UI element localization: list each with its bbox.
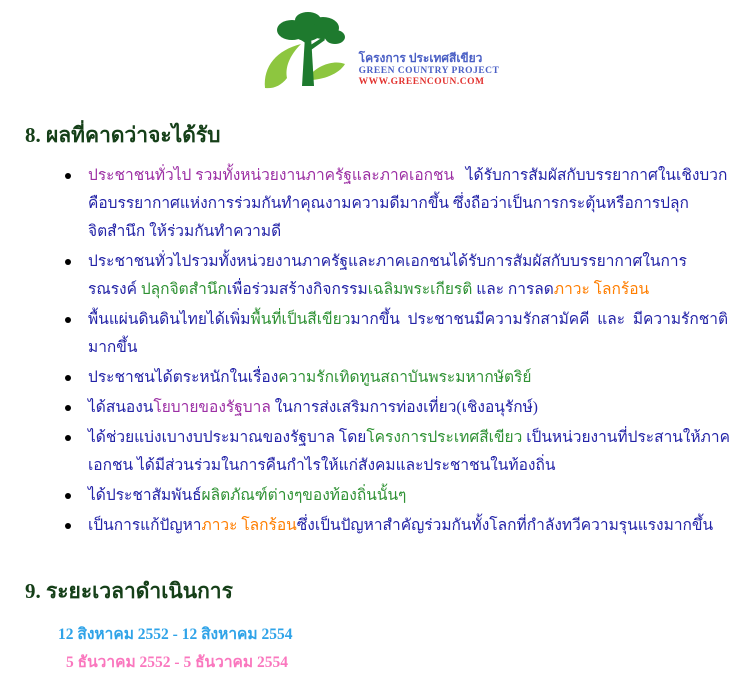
bullet-text-segment: ความรักเทิดทูนสถาบันพระมหากษัตริย์ [278,369,532,387]
document-content [0,122,750,677]
timeline-periods [25,621,735,677]
timeline-period-2: 5 ธันวาคม 2552 - 5 ธันวาคม 2554 [66,653,289,671]
bullet-text-segment: ซึ่งเป็นปัญหาสำคัญร่วมกันทั้งโลกที่กำลังทวีความรุนแรงมากขึ้น [296,517,714,535]
section-9-heading: 9. ระยะเวลาดำเนินการ [25,579,233,604]
logo-hill-left [264,44,300,88]
bullet-item [62,306,735,362]
bullet-text-segment: ภาวะ โลกร้อน [553,281,650,299]
bullet-text-segment: เป็นการแก้ปัญหา [88,517,202,535]
bullet-text-segment: ได้รับการสัมผัสกับบรรยากาศในเชิงบวก คือบรรยากาศแห่งการร่วมกันทำคุณงามความดีมากขึ้น ซึ่งถือว่าเป็นการกระตุ้นหรือการปลุกจิตสำนึก ให้ร่วมกันทำความดี [88,167,728,241]
logo-english-name: GREEN COUNTRY PROJECT [358,66,500,77]
results-bullet-list [25,162,735,540]
bullet-text-segment: โยบายของรัฐบาล [153,399,271,417]
bullet-text-segment: ปลุกจิตสำนึก [140,281,227,299]
bullet-text-segment: เป็นหน่วยงานที่ประสานให้ภาคเอกชน ได้มีส่วนร่วมในการคืนกำไรให้แก่สังคมและประชาชนในท้องถิ่น [88,429,730,475]
bullet-text-segment: ได้ประชาสัมพันธ์ [88,487,202,505]
logo-text-block [359,52,500,88]
bullet-text-segment: ในการส่งเสริมการท่องเที่ยว(เชิงอนุรักษ์) [270,399,538,417]
bullet-text-segment: และ การลด [472,281,554,299]
logo-hill-right [309,63,345,81]
bullet-text-segment: ประชาชนทั่วไป รวมทั้งหน่วยงานภาครัฐและภาคเอกชน [88,167,455,185]
bullet-item [62,394,735,422]
logo-trunk [302,36,314,86]
logo-canopy-5 [325,30,345,44]
bullet-text-segment: ผลิตภัณฑ์ต่างๆของท้องถิ่นนั้นๆ [201,487,407,505]
bullet-text-segment: ได้ช่วยแบ่งเบางบประมาณของรัฐบาล โดย [88,429,367,447]
logo-canopy-4 [293,23,321,41]
bullet-text-segment: ได้สนองน [88,399,154,417]
bullet-text-segment: พื้นที่เป็นสีเขียว [250,311,351,329]
logo-website-url[interactable]: WWW.GREENCOUN.COM [358,77,485,88]
logo-thai-name: โครงการ ประเทศสีเขียว [358,51,483,66]
bullet-text-segment: เฉลิมพระเกียรติ [367,281,473,299]
bullet-text-segment: ประชาชนทั่วไปรวมทั้งหน่วยงานภาครัฐและภาคเอกชนได้รับการสัมผัสกับบรรยากาศในการรณรงค์ [88,253,687,299]
bullet-item [62,248,735,304]
bullet-text-segment: โครงการประเทศสีเขียว [366,429,523,447]
bullet-text-segment: ประชาชนได้ตระหนักในเรื่อง [88,369,279,387]
bullet-text-segment: พื้นแผ่นดินดินไทยได้เพิ่ม [88,311,251,329]
bullet-item [62,162,735,246]
logo [0,0,750,94]
bullet-text-segment: มากขึ้น ประชาชนมีความรักสามัคคี และ มีความรักชาติมากขึ้น [88,311,729,357]
bullet-text-segment: เพื่อร่วมสร้างกิจกรรม [226,281,368,299]
section-8-heading: 8. ผลที่คาดว่าจะได้รับ [25,123,221,147]
bullet-item [62,364,735,392]
bullet-item [62,482,735,510]
bullet-item [62,424,735,480]
timeline-period-1: 12 สิงหาคม 2552 - 12 สิงหาคม 2554 [58,625,293,643]
bullet-text-segment: ภาวะ โลกร้อน [201,517,297,535]
tree-icon [251,10,373,94]
bullet-item [62,512,735,540]
